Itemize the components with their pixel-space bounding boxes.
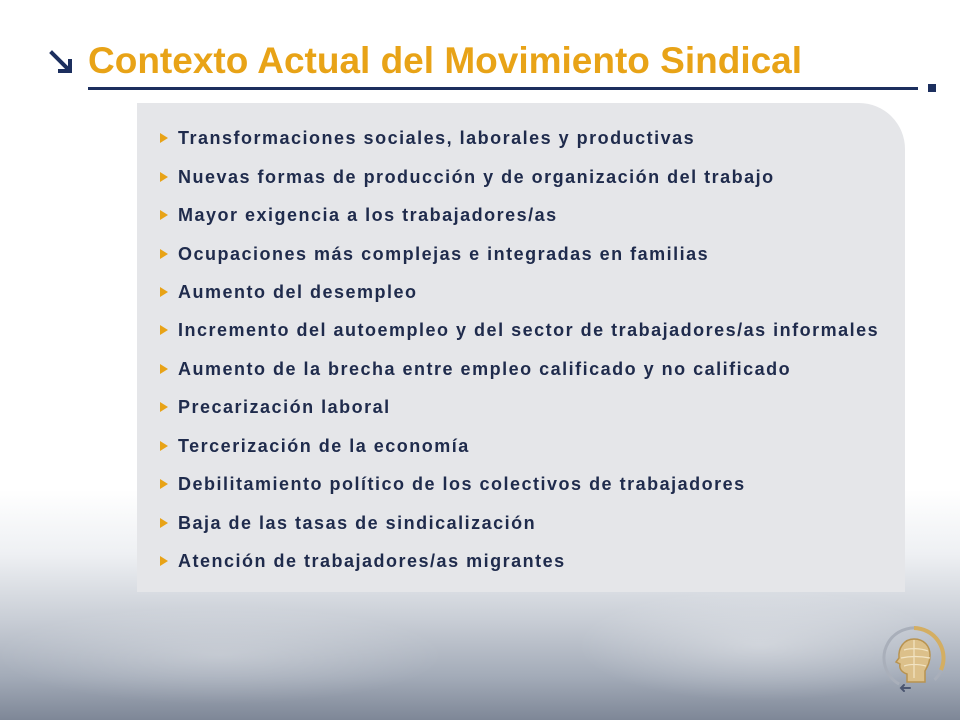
triangle-right-icon (160, 479, 168, 489)
bullet-item (137, 465, 905, 503)
bullet-item (137, 311, 905, 349)
triangle-right-icon (160, 441, 168, 451)
underline-square (928, 84, 936, 92)
bullet-text: Aumento de la brecha entre empleo calificado y no calificado (178, 358, 792, 379)
bullet-text: Tercerización de la economía (178, 435, 470, 456)
bullet-item (137, 427, 905, 465)
triangle-right-icon (160, 325, 168, 335)
bullet-item (137, 273, 905, 311)
bullet-text: Baja de las tasas de sindicalización (178, 512, 537, 533)
content-panel (137, 103, 905, 592)
arrow-down-right-icon (49, 50, 73, 74)
bullet-item (137, 196, 905, 234)
bullet-item (137, 157, 905, 195)
bullet-text: Incremento del autoempleo y del sector de trabajadores/as informales (178, 320, 880, 341)
bullet-text: Transformaciones sociales, laborales y productivas (178, 128, 696, 149)
bullet-text: Debilitamiento político de los colectivos de trabajadores (178, 474, 746, 495)
bullet-item (137, 350, 905, 388)
triangle-right-icon (160, 402, 168, 412)
triangle-right-icon (160, 133, 168, 143)
bullet-text: Aumento del desempleo (178, 281, 418, 302)
bullet-item (137, 119, 905, 157)
title-underline (88, 87, 918, 90)
bullet-list (137, 119, 905, 580)
bullet-text: Atención de trabajadores/as migrantes (178, 551, 566, 572)
triangle-right-icon (160, 364, 168, 374)
bullet-text: Ocupaciones más complejas e integradas en familias (178, 243, 710, 264)
bullet-item (137, 503, 905, 541)
head-profile-logo (880, 622, 948, 698)
triangle-right-icon (160, 518, 168, 528)
page-title: Contexto Actual del Movimiento Sindical (88, 40, 803, 81)
triangle-right-icon (160, 172, 168, 182)
bullet-text: Mayor exigencia a los trabajadores/as (178, 205, 558, 226)
bullet-text: Nuevas formas de producción y de organización del trabajo (178, 166, 775, 187)
bullet-item (137, 388, 905, 426)
triangle-right-icon (160, 210, 168, 220)
bullet-item (137, 542, 905, 580)
bullet-text: Precarización laboral (178, 397, 391, 418)
triangle-right-icon (160, 249, 168, 259)
triangle-right-icon (160, 556, 168, 566)
bullet-item (137, 234, 905, 272)
triangle-right-icon (160, 287, 168, 297)
